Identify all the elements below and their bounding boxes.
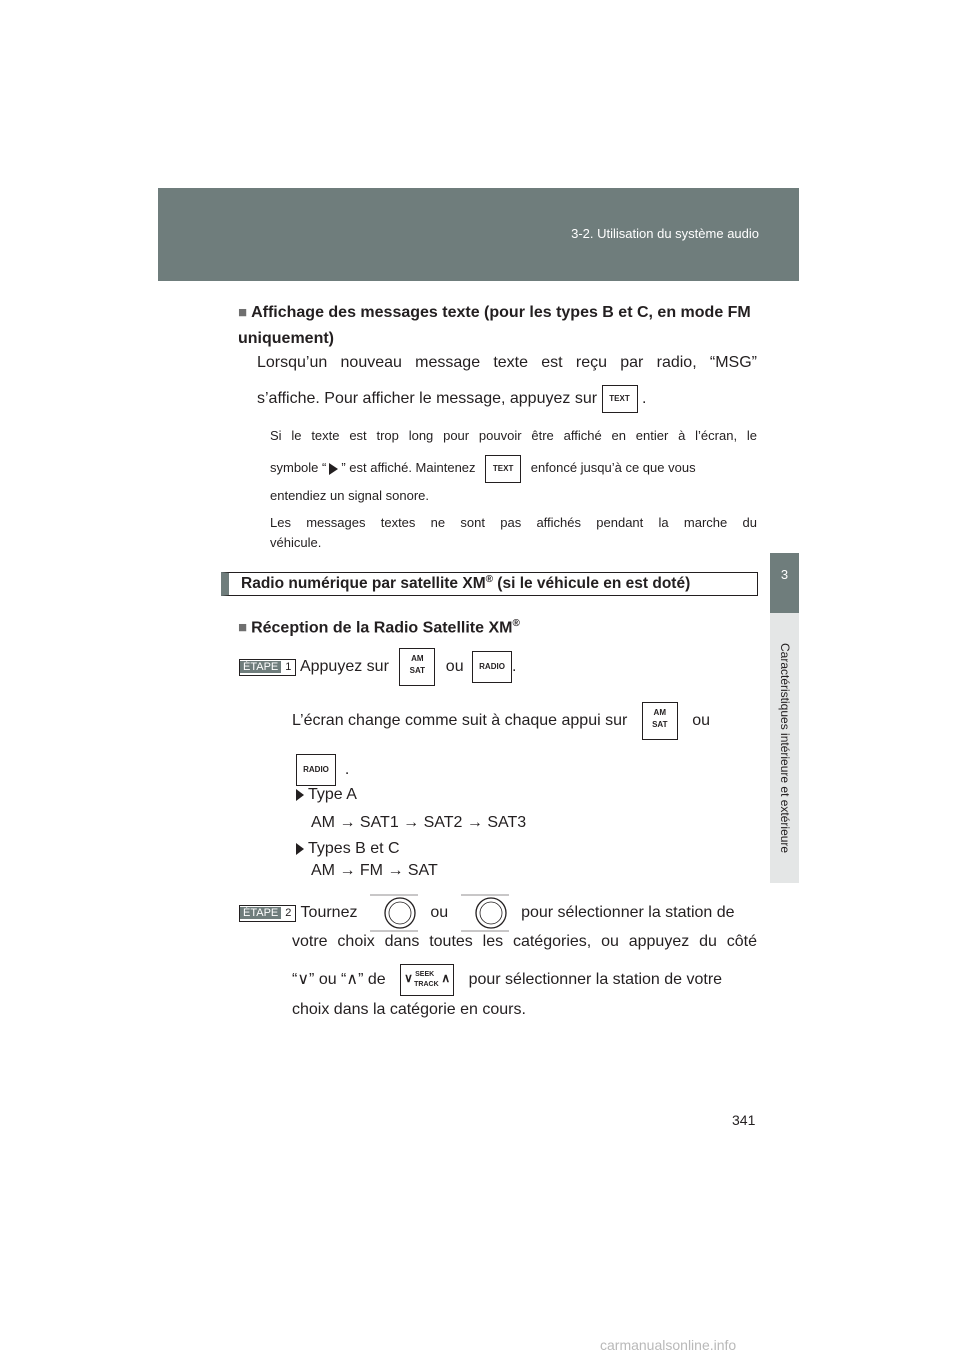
chapter-number-tab: 3 <box>770 553 799 613</box>
step1-desc-line2: RADIO . <box>296 752 349 788</box>
triangle-bullet-icon <box>296 789 304 801</box>
msg-p1-line2: s’affiche. Pour afficher le message, appuyez sur TEXT . <box>257 381 757 417</box>
square-bullet-icon: ■ <box>238 304 248 321</box>
type-bc-seq: AM → FM → SAT <box>311 862 438 879</box>
step1-desc: L’écran change comme suit à chaque appui sur AM SAT ou <box>292 702 757 740</box>
note1-line2: symbole “ ” est affiché. Maintenez TEXT enfoncé jusqu’à ce que vous <box>270 454 757 483</box>
step2-line1: ÉTAPE 2 Tournez ou pour sélectionner la station de <box>239 893 759 933</box>
note1-line3: entendiez un signal sonore. <box>270 488 430 503</box>
step2-line3: “∨” ou “∧” de ∨ SEEK TRACK ∧ pour sélectionner la station de votre <box>292 962 757 998</box>
text-button-icon: TEXT <box>602 385 638 413</box>
msg-p1-line1: Lorsqu’un nouveau message texte est reçu par radio, “MSG” <box>257 354 757 371</box>
watermark: carmanualsonline.info <box>600 1337 737 1353</box>
breadcrumb: 3-2. Utilisation du système audio <box>571 226 759 241</box>
section-title: Radio numérique par satellite XM® (si le véhicule en est doté) <box>241 574 691 593</box>
step2-line2: votre choix dans toutes les catégories, ou appuyez du côté <box>292 933 757 950</box>
triangle-bullet-icon <box>296 843 304 855</box>
step1-line: ÉTAPE 1 Appuyez sur AM SAT ou RADIO . <box>239 648 759 686</box>
page-number: 341 <box>732 1112 756 1128</box>
arrow-right-icon <box>329 463 338 475</box>
etape-1-badge: ÉTAPE 1 <box>239 659 296 676</box>
type-a-seq: AM → SAT1 → SAT2 → SAT3 <box>311 814 527 831</box>
type-bc-label: Types B et C <box>296 838 400 860</box>
radio-button-icon: RADIO <box>472 651 512 683</box>
am-sat-button-icon: AM SAT <box>399 648 435 686</box>
radio-button-icon: RADIO <box>296 754 336 786</box>
chapter-title: Caractéristiques intérieure et extérieure <box>778 642 792 854</box>
etape-2-badge: ÉTAPE 2 <box>239 905 296 922</box>
text-button-icon: TEXT <box>485 455 521 483</box>
reception-heading: ■ Réception de la Radio Satellite XM® <box>238 618 520 637</box>
am-sat-button-icon: AM SAT <box>642 702 678 740</box>
msg-heading: ■ Affichage des messages texte (pour les types B et C, en mode FM uniquement) <box>238 304 751 347</box>
note2-line2: véhicule. <box>270 535 322 550</box>
square-bullet-icon: ■ <box>238 619 248 637</box>
step2-line4: choix dans la catégorie en cours. <box>292 1001 526 1018</box>
section-bar <box>221 572 758 596</box>
type-a-label: Type A <box>296 784 357 806</box>
header-band <box>158 188 799 281</box>
note1-line1: Si le texte est trop long pour pouvoir être affiché en entier à l’écran, le <box>270 428 757 443</box>
note2-line1: Les messages textes ne sont pas affichés pendant la marche du <box>270 515 757 530</box>
seek-track-button-icon: ∨ SEEK TRACK ∧ <box>400 964 454 996</box>
